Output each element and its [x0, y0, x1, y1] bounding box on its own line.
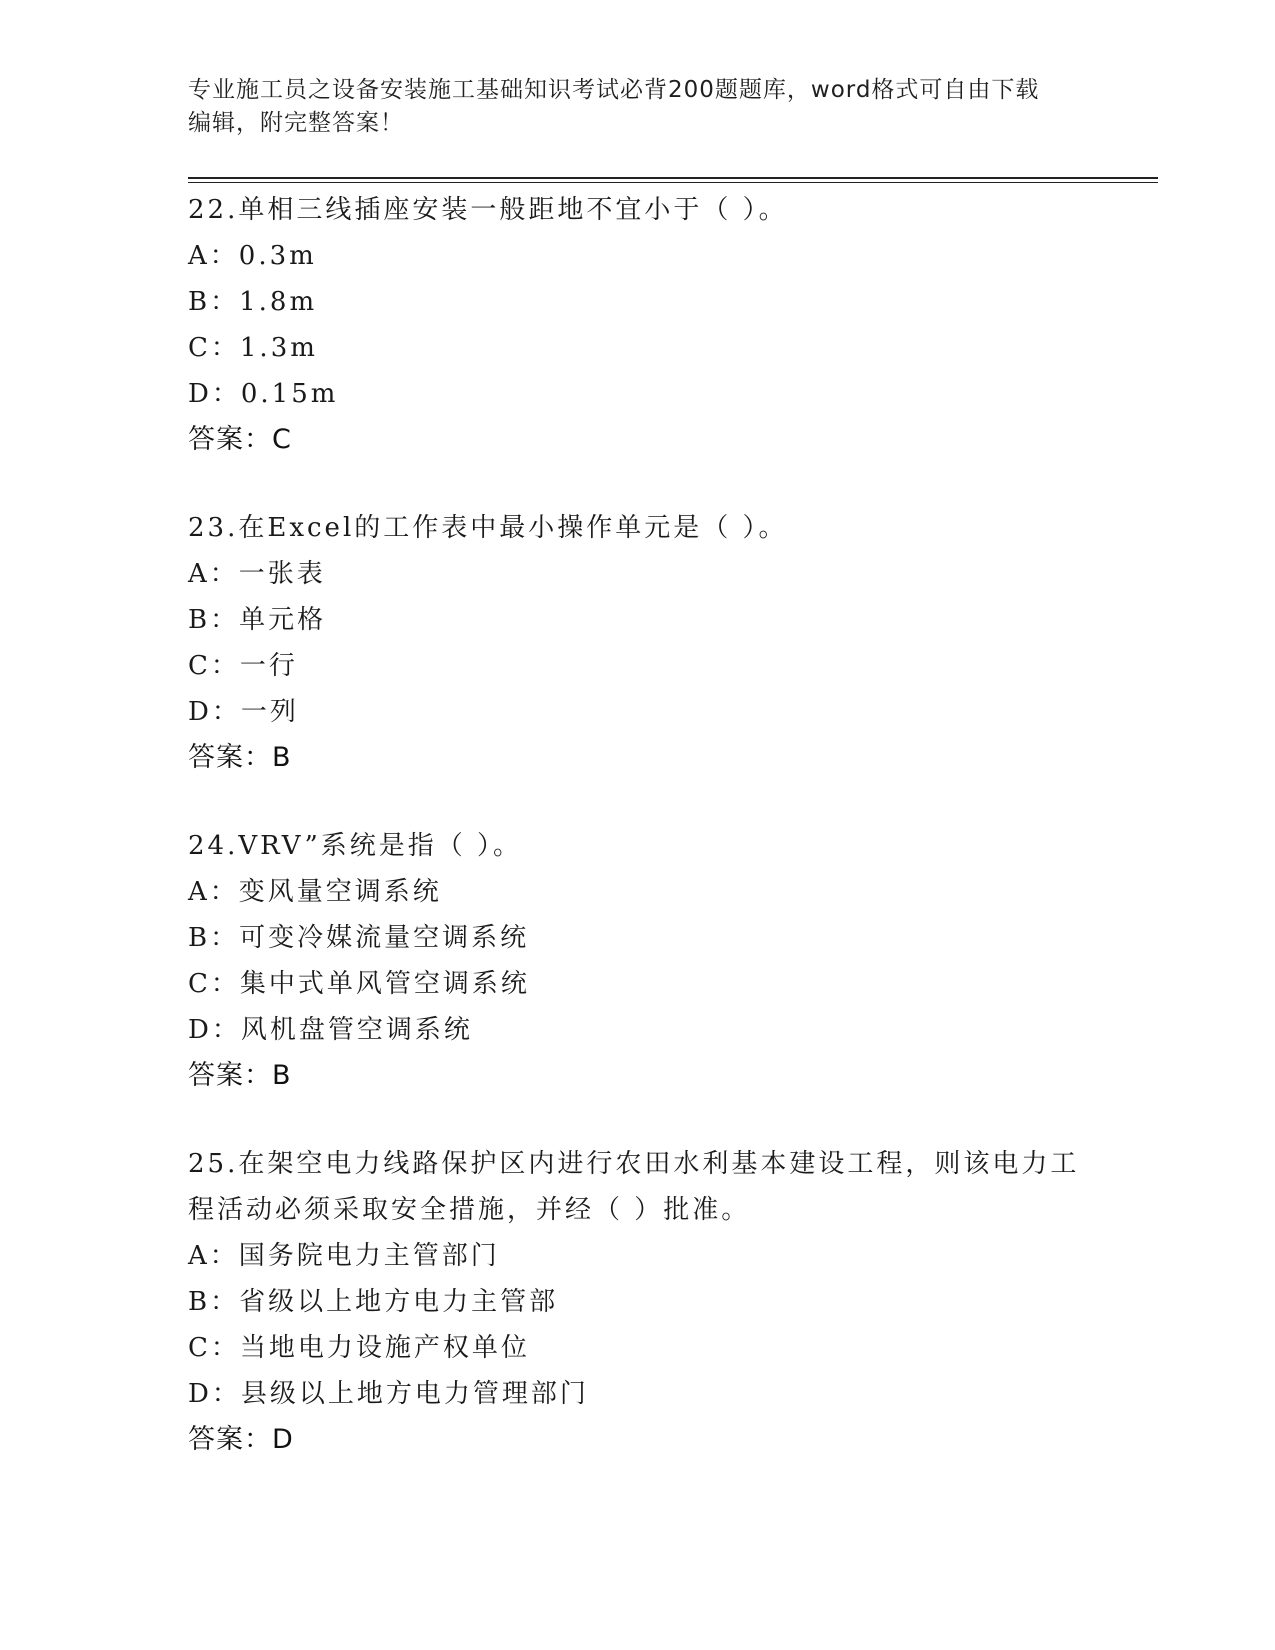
option-c: C：集中式单风管空调系统 — [188, 969, 530, 999]
document-header — [188, 74, 1088, 140]
option-c: C：一行 — [188, 651, 298, 681]
question-23 — [188, 505, 1088, 781]
option-a: A：一张表 — [188, 559, 326, 589]
question-22 — [188, 187, 1088, 463]
answer-label: 答案：D — [188, 1424, 294, 1455]
option-a: A：变风量空调系统 — [188, 877, 442, 907]
option-d: D：0.15m — [188, 379, 339, 409]
option-b: B：单元格 — [188, 605, 327, 635]
question-title-line-2: 程活动必须采取安全措施，并经（ ）批准。 — [188, 1195, 751, 1225]
answer-label: 答案：B — [188, 742, 292, 773]
header-divider-thin — [188, 182, 1158, 183]
option-a: A：国务院电力主管部门 — [188, 1241, 500, 1271]
option-d: D：县级以上地方电力管理部门 — [188, 1379, 589, 1409]
question-title: 23.在Excel的工作表中最小操作单元是（ ）。 — [188, 513, 788, 543]
option-b: B：1.8m — [188, 287, 318, 317]
header-line-1: 专业施工员之设备安装施工基础知识考试必背200题题库，word格式可自由下载 — [188, 77, 1040, 103]
question-title: 24.VRV”系统是指（ ）。 — [188, 831, 523, 861]
option-c: C：当地电力设施产权单位 — [188, 1333, 530, 1363]
header-divider-thick — [188, 177, 1158, 179]
answer-label: 答案：B — [188, 1060, 292, 1091]
option-d: D：一列 — [188, 697, 299, 727]
question-title-line-1: 25.在架空电力线路保护区内进行农田水利基本建设工程，则该电力工 — [188, 1149, 1080, 1179]
option-b: B：可变冷媒流量空调系统 — [188, 923, 530, 953]
option-a: A：0.3m — [188, 241, 317, 271]
answer-label: 答案：C — [188, 424, 292, 455]
question-24 — [188, 823, 1088, 1099]
option-d: D：风机盘管空调系统 — [188, 1015, 473, 1045]
option-b: B：省级以上地方电力主管部 — [188, 1287, 559, 1317]
header-line-2: 编辑，附完整答案！ — [188, 110, 404, 136]
question-title: 22.单相三线插座安装一般距地不宜小于（ ）。 — [188, 195, 788, 225]
option-c: C：1.3m — [188, 333, 318, 363]
question-25 — [188, 1141, 1088, 1463]
